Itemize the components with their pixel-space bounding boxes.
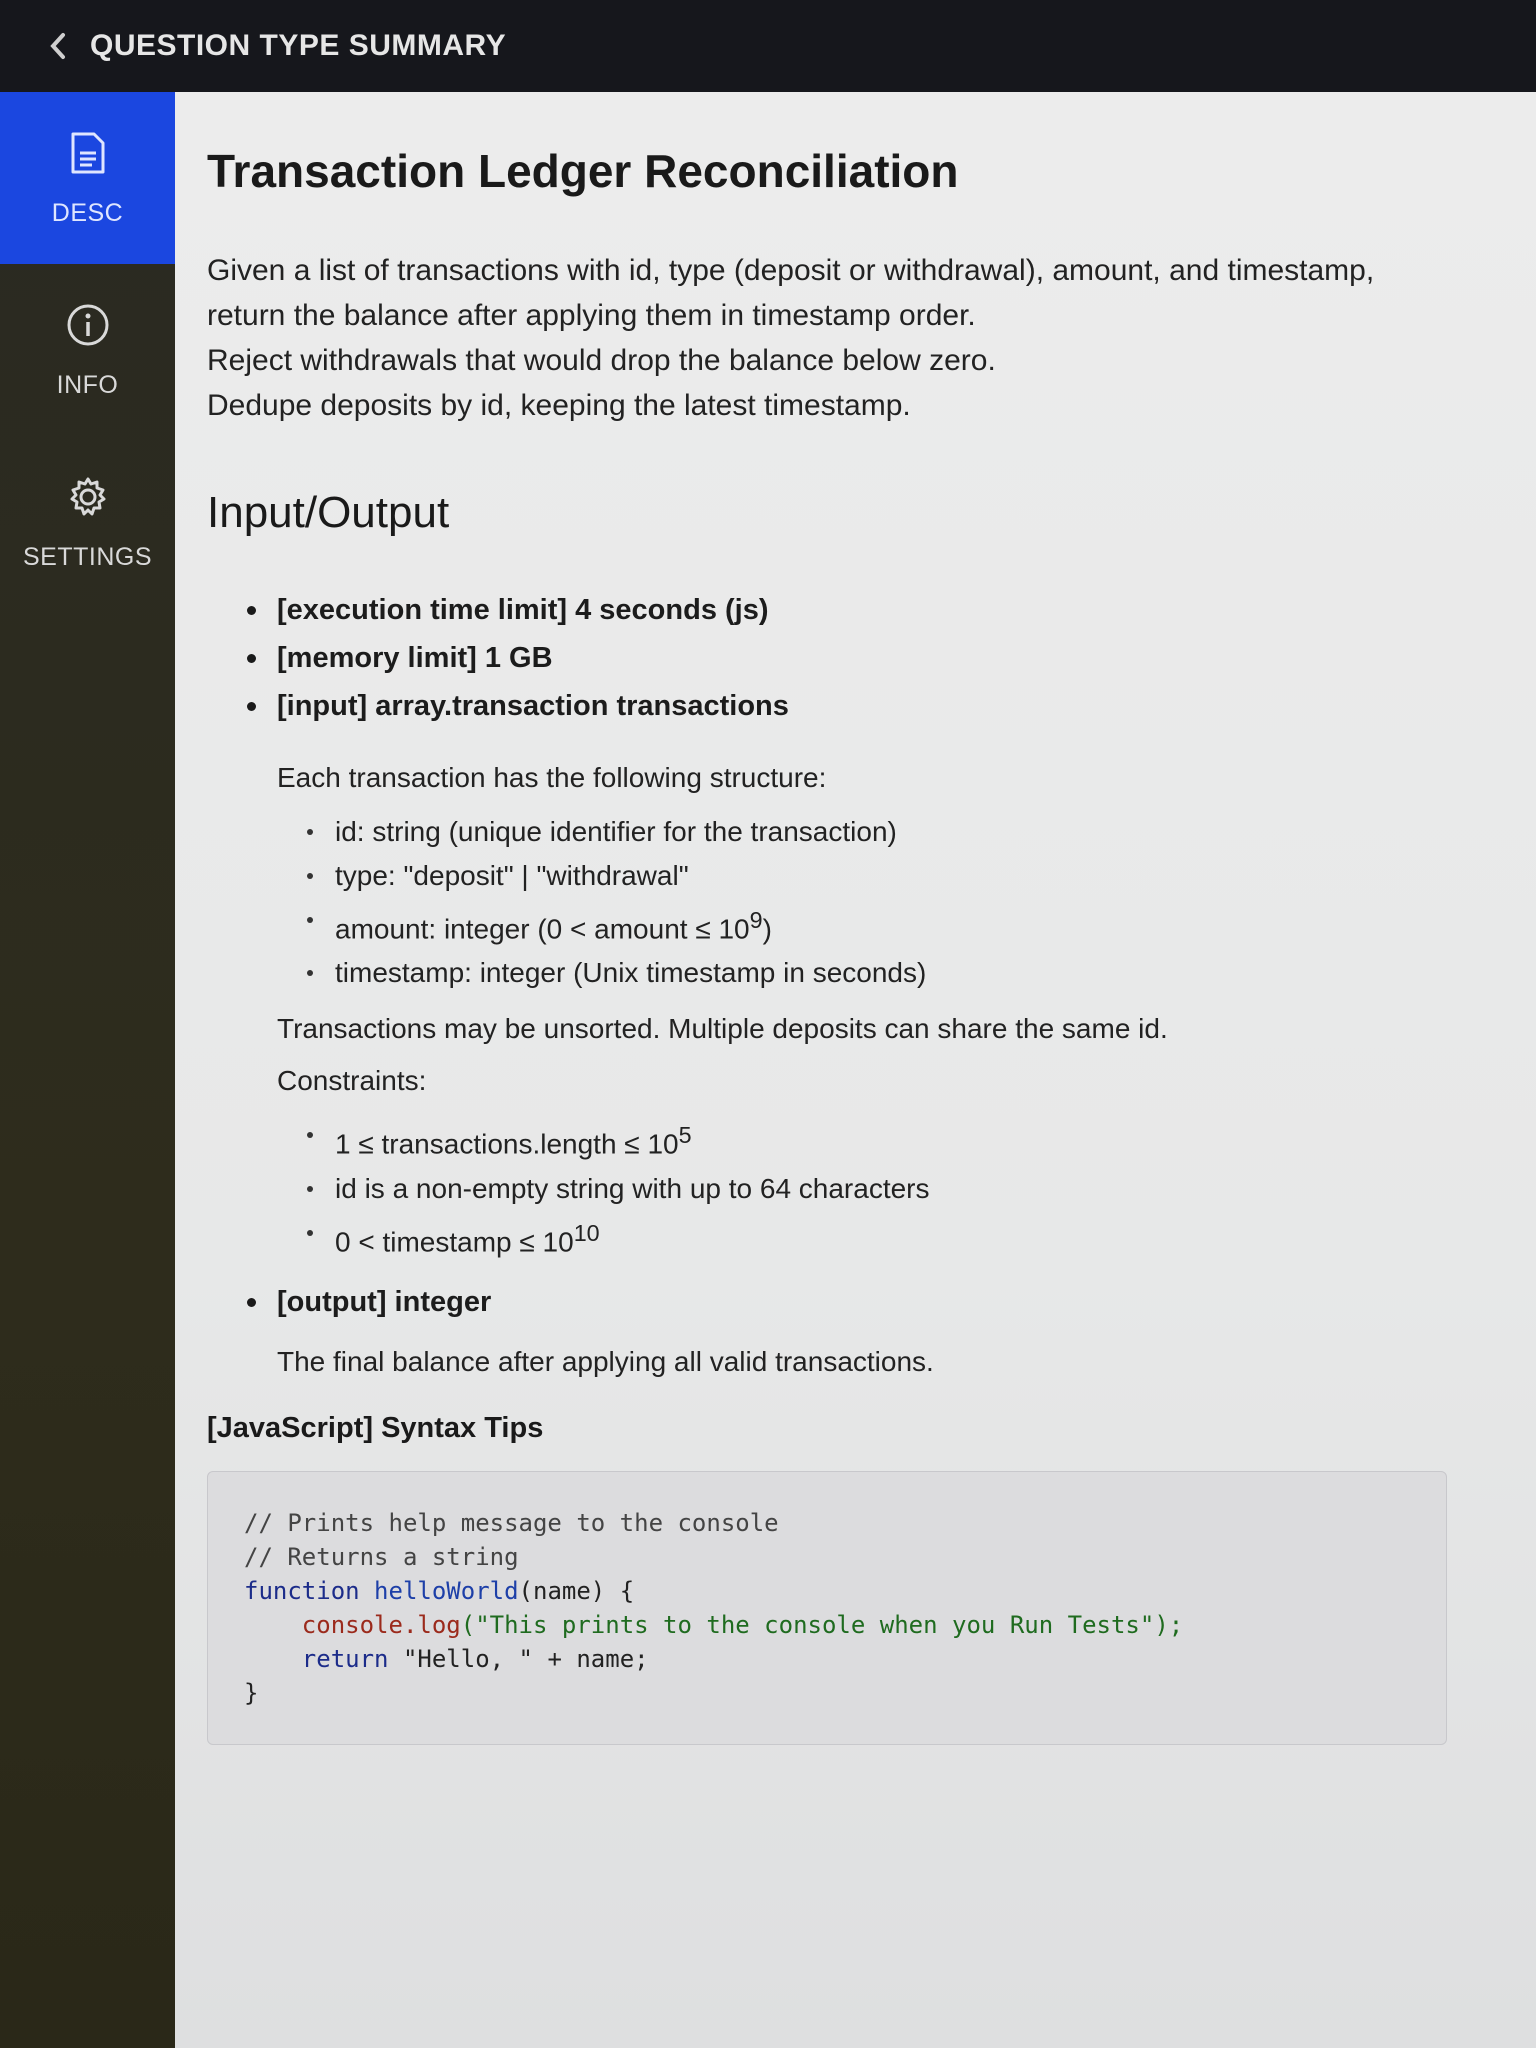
description-line: Dedupe deposits by id, keeping the latest timestamp. (207, 389, 911, 422)
constraint-timestamp-exponent: 10 (573, 1219, 600, 1246)
io-list (207, 586, 1476, 730)
io-heading: Input/Output (207, 488, 450, 537)
description-line: Reject withdrawals that would drop the balance below zero. (207, 344, 996, 377)
code-comment: // Prints help message to the console (244, 1508, 779, 1537)
info-icon (64, 301, 112, 349)
constraint-length-text: 1 ≤ transactions.length ≤ 10 (335, 1128, 679, 1160)
sidebar-item-label: SETTINGS (22, 542, 152, 571)
code-keyword: return (301, 1644, 389, 1673)
constraint-timestamp (307, 1211, 1476, 1264)
description-panel (175, 92, 1536, 2048)
field-amount-exponent: 9 (749, 907, 763, 933)
sidebar-item-settings[interactable] (0, 436, 175, 608)
sidebar-item-label: INFO (56, 370, 119, 399)
description-line: return the balance after applying them in timestamp order. (207, 299, 976, 332)
field-id: id: string (unique identifier for the transaction) (307, 810, 1476, 854)
unsorted-note: Transactions may be unsorted. Multiple deposits can share the same id. (277, 1013, 1168, 1045)
constraint-timestamp-text: 0 < timestamp ≤ 10 (335, 1225, 574, 1257)
code-return-expr: "Hello, " + name; (402, 1644, 649, 1673)
exec-limit-item: [execution time limit] 4 seconds (js) (247, 586, 1476, 634)
sidebar-item-label: DESC (51, 198, 124, 227)
chevron-left-icon[interactable] (46, 28, 70, 64)
code-sample (207, 1471, 1447, 1745)
output-item: [output] integer (247, 1278, 1476, 1326)
input-details (277, 758, 1476, 1264)
code-comment: // Returns a string (244, 1542, 519, 1571)
field-amount-close: ) (762, 913, 772, 945)
description-line: Given a list of transactions with id, type (deposit or withdrawal), amount, and timestamp, (207, 254, 1375, 287)
code-close-brace: } (244, 1678, 259, 1707)
sidebar-item-info[interactable] (0, 264, 175, 436)
gear-icon (64, 473, 112, 521)
constraint-length-exponent: 5 (678, 1122, 692, 1149)
memory-limit-item: [memory limit] 1 GB (247, 634, 1476, 682)
constraints-label: Constraints: (277, 1065, 427, 1097)
constraints-list (307, 1113, 1476, 1264)
page-header-title: QUESTION TYPE SUMMARY (90, 29, 507, 62)
code-function-name: helloWorld (374, 1576, 519, 1605)
structure-fields (307, 810, 1476, 995)
page-title: Transaction Ledger Reconciliation (207, 145, 959, 197)
constraint-length (307, 1113, 1476, 1166)
structure-intro: Each transaction has the following structure: (277, 762, 827, 793)
output-details (277, 1342, 1476, 1382)
code-params: (name) { (518, 1576, 635, 1605)
problem-description (207, 248, 1476, 428)
output-description: The final balance after applying all valid transactions. (277, 1345, 934, 1377)
output-list (207, 1278, 1476, 1326)
field-amount-text: amount: integer (0 < amount ≤ 10 (335, 913, 750, 945)
top-bar (0, 0, 1536, 92)
constraint-id: id is a non-empty string with up to 64 characters (307, 1167, 1476, 1211)
sidebar (0, 92, 175, 2048)
syntax-tips-title: [JavaScript] Syntax Tips (207, 1411, 544, 1444)
field-amount (307, 898, 1476, 951)
field-timestamp: timestamp: integer (Unix timestamp in seconds) (307, 951, 1476, 995)
input-item: [input] array.transaction transactions (247, 682, 1476, 730)
code-keyword: function (244, 1576, 360, 1605)
field-type: type: "deposit" | "withdrawal" (307, 854, 1476, 898)
sidebar-item-desc[interactable] (0, 92, 175, 264)
code-console-log: console.log (301, 1610, 461, 1639)
code-string: ("This prints to the console when you Run Tests"); (460, 1610, 1184, 1639)
document-icon (64, 129, 112, 177)
